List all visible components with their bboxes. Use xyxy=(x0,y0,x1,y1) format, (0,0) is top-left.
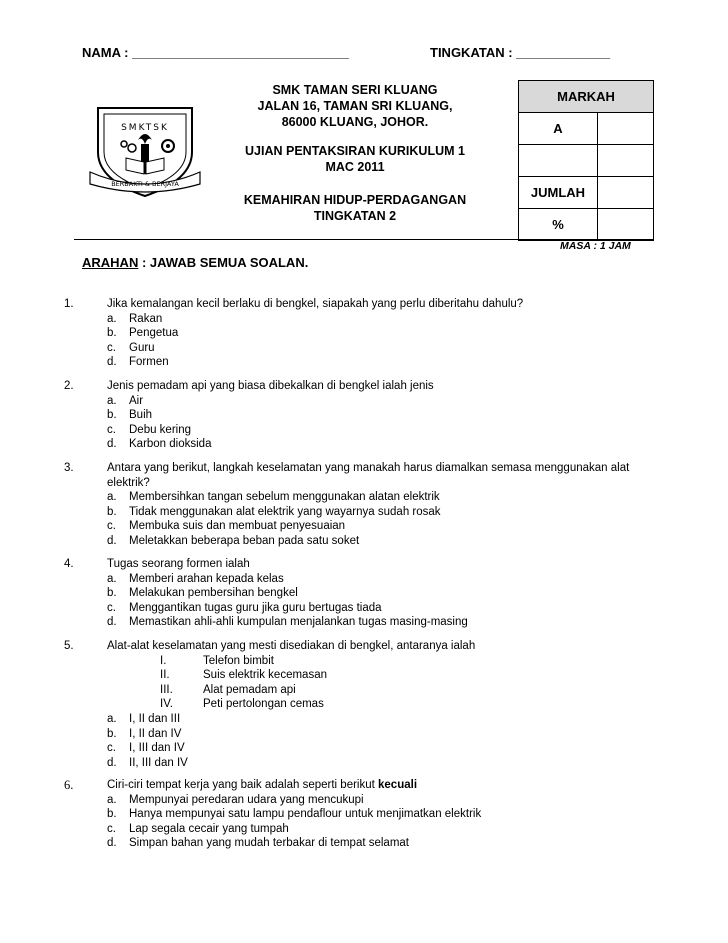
marks-percent-label: % xyxy=(519,209,598,241)
option-b: b. Hanya mempunyai satu lampu pendaflour untuk menjimatkan elektrik xyxy=(107,808,482,821)
option-b: b. I, II dan IV xyxy=(107,727,182,740)
question-number: 3. xyxy=(64,462,74,474)
option-c: c. Lap segala cecair yang tumpah xyxy=(107,822,289,835)
question-number: 6. xyxy=(64,778,74,792)
option-a: a. Air xyxy=(107,394,144,407)
question-stem: Antara yang berikut, langkah keselamatan yang manakah harus diamalkan semasa menggunakan alat elektrik? xyxy=(107,462,630,489)
option-d: d. Formen xyxy=(107,356,169,369)
option-a: a. I, II dan III xyxy=(107,713,181,725)
option-d: d. Simpan bahan yang mudah terbakar di tempat selamat xyxy=(107,837,409,850)
question-number: 4. xyxy=(64,558,74,570)
option-c: c. Menggantikan tugas guru jika guru bertugas tiada xyxy=(107,601,382,614)
option-a: a. Memberi arahan kepada kelas xyxy=(107,572,284,585)
school-address-line2: 86000 KLUANG, JOHOR. xyxy=(281,115,429,129)
marks-blank-label xyxy=(519,145,598,177)
option-b: b. Pengetua xyxy=(107,327,179,340)
option-c: c. I, III dan IV xyxy=(107,742,185,755)
option-c: c. Debu kering xyxy=(107,423,192,436)
question-number: 5. xyxy=(64,640,74,652)
exam-duration: MASA : 1 JAM xyxy=(560,240,631,252)
instructions xyxy=(82,255,308,270)
question-stem: Tugas seorang formen ialah xyxy=(107,558,250,570)
question-stem: Ciri-ciri tempat kerja yang baik adalah seperti berikut kecuali xyxy=(107,779,418,791)
option-d: d. Karbon dioksida xyxy=(107,438,212,451)
option-a: a. Rakan xyxy=(107,312,163,325)
logo-ribbon-text: BERBAKTI & BERJAYA xyxy=(111,180,179,188)
marks-header: MARKAH xyxy=(519,81,654,113)
logo-text: SMKTSK xyxy=(121,123,169,133)
exam-title: UJIAN PENTAKSIRAN KURIKULUM 1 xyxy=(245,144,465,158)
marks-row-a-value xyxy=(598,113,654,145)
option-c: c. Membuka suis dan membuat penyesuaian xyxy=(107,520,346,533)
option-d: d. Memastikan ahli-ahli kumpulan menjalankan tugas masing-masing xyxy=(107,616,468,629)
question-stem: Alat-alat keselamatan yang mesti disediakan di bengkel, antaranya ialah xyxy=(107,640,476,652)
question-number: 1. xyxy=(64,298,74,310)
question-stem: Jenis pemadam api yang biasa dibekalkan di bengkel ialah jenis xyxy=(107,380,434,392)
question-number: 2. xyxy=(64,380,74,392)
option-a: a. Membersihkan tangan sebelum menggunakan alatan elektrik xyxy=(107,491,440,504)
marks-jumlah-value xyxy=(598,177,654,209)
marks-percent-value xyxy=(598,209,654,241)
tingkatan-field-label: TINGKATAN : _____________ xyxy=(430,45,611,60)
form-level: TINGKATAN 2 xyxy=(313,209,397,223)
school-logo xyxy=(86,100,204,200)
exam-date: MAC 2011 xyxy=(325,160,385,174)
option-c: c. Guru xyxy=(107,341,155,354)
stem-emphasis: kecuali xyxy=(378,779,418,791)
instructions-prefix: ARAHAN xyxy=(82,255,139,270)
option-d: d. II, III dan IV xyxy=(107,756,188,769)
subject-title: KEMAHIRAN HIDUP-PERDAGANGAN xyxy=(243,193,467,207)
school-address-line1: JALAN 16, TAMAN SRI KLUANG, xyxy=(257,99,453,113)
question-stem: Jika kemalangan kecil berlaku di bengkel, siapakah yang perlu diberitahu dahulu? xyxy=(107,298,524,310)
instructions-text: : JAWAB SEMUA SOALAN. xyxy=(138,255,309,270)
school-name: SMK TAMAN SERI KLUANG xyxy=(272,83,438,97)
option-a: a. Mempunyai peredaran udara yang mencukupi xyxy=(107,793,364,806)
option-b: b. Tidak menggunakan alat elektrik yang wayarnya sudah rosak xyxy=(107,505,441,518)
marks-blank-value xyxy=(598,145,654,177)
option-b: b. Melakukan pembersihan bengkel xyxy=(107,587,298,600)
marks-jumlah-label: JUMLAH xyxy=(519,177,598,209)
marks-row-a-label: A xyxy=(519,113,598,145)
option-d: d. Meletakkan beberapa beban pada satu soket xyxy=(107,535,360,547)
nama-field-label: NAMA : ______________________________ xyxy=(82,45,349,60)
marks-table xyxy=(518,80,654,241)
option-b: b. Buih xyxy=(107,409,153,422)
